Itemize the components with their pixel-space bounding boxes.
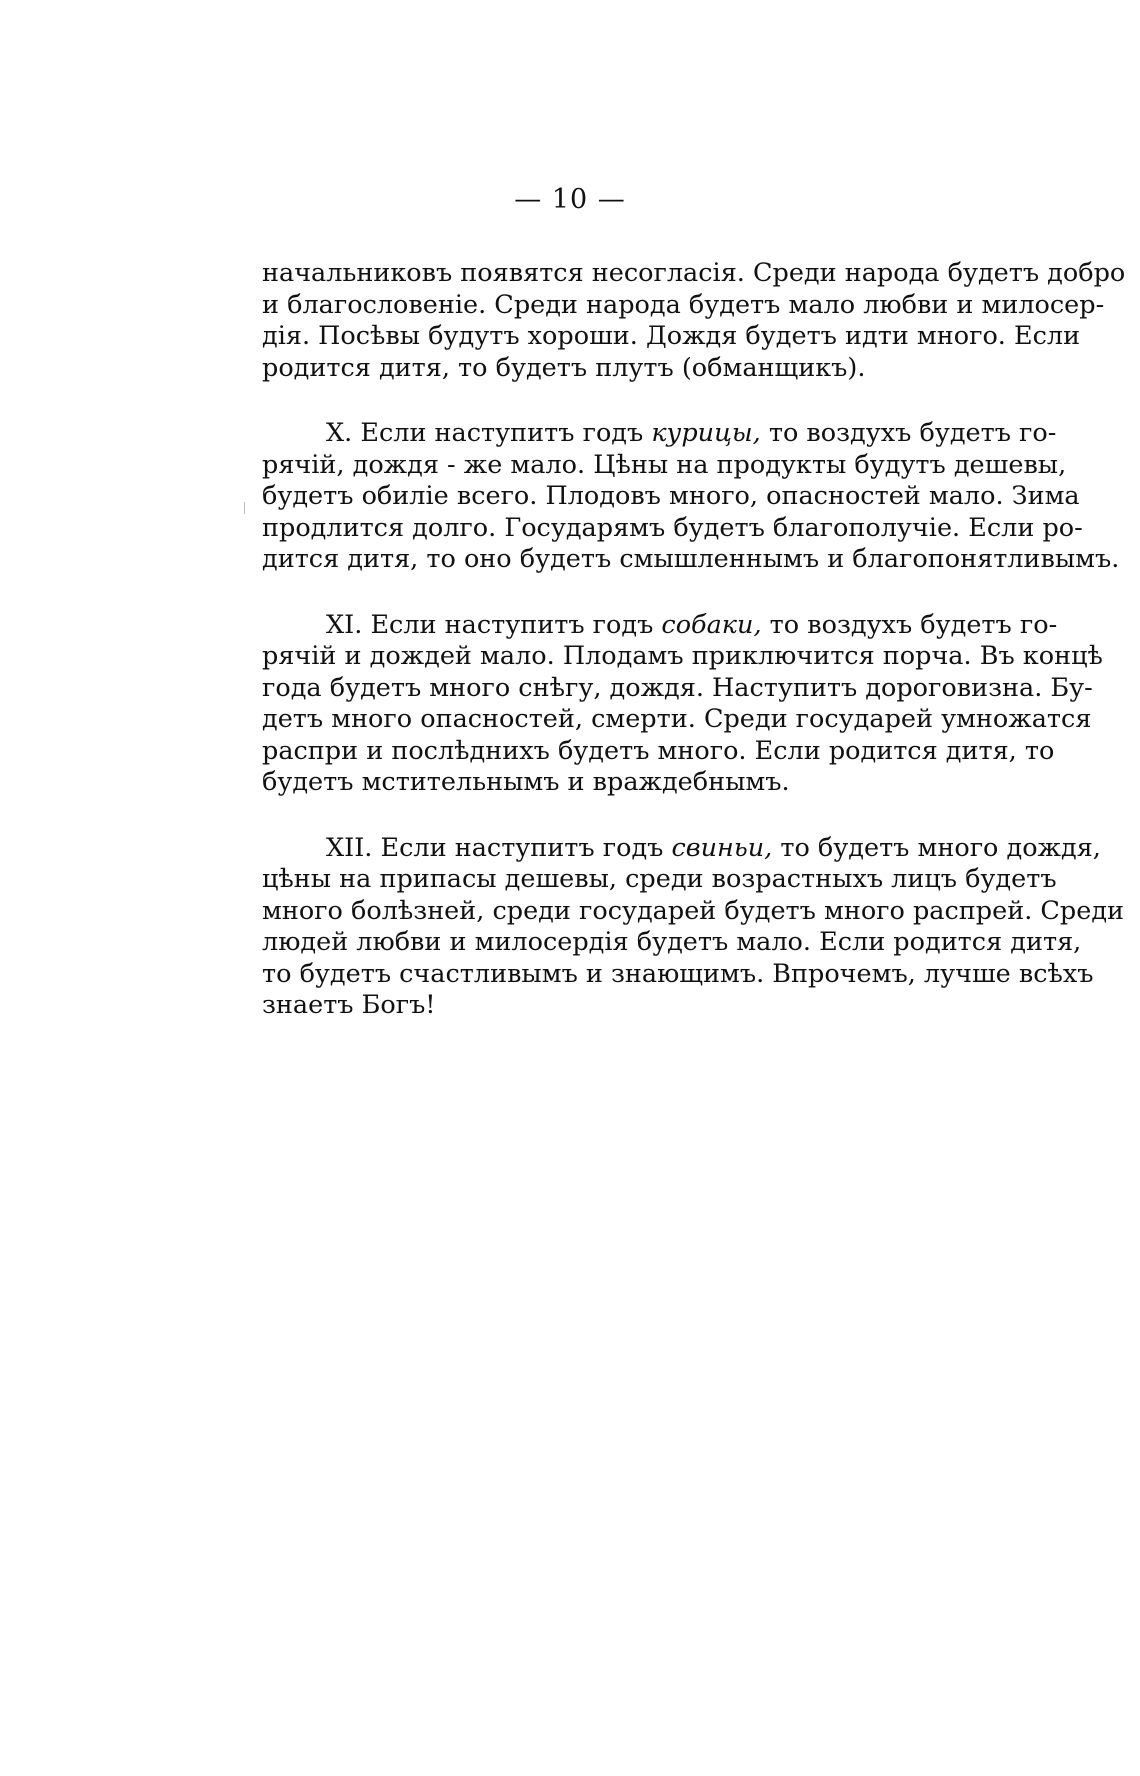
text-line: начальниковъ появятся несогласія. Среди народа будетъ добро bbox=[262, 258, 1126, 288]
text-run: то воздухъ будетъ го- bbox=[760, 418, 1057, 448]
page-number: — 10 — bbox=[514, 184, 626, 215]
paragraph-year-dog bbox=[262, 609, 1103, 799]
paragraph-first-line bbox=[262, 832, 1101, 865]
text-line: много болѣзней, среди государей будетъ много распрей. Среди bbox=[262, 895, 1125, 926]
text-line: то будетъ счастливымъ и знающимъ. Впрочемъ, лучше всѣхъ bbox=[262, 958, 1094, 989]
text-line: детъ много опасностей, смерти. Среди государей умножатся bbox=[262, 704, 1092, 734]
animal-name: собаки, bbox=[661, 609, 762, 640]
text-line: будетъ мстительнымъ и враждебнымъ. bbox=[262, 767, 790, 797]
paragraph-year-pig bbox=[262, 832, 1125, 1022]
text-line: родится дитя, то будетъ плутъ (обманщикъ). bbox=[262, 352, 866, 383]
text-line: дія. Посѣвы будутъ хороши. Дождя будетъ идти много. Если bbox=[262, 321, 1081, 351]
text-run: XII. Если наступитъ годъ bbox=[326, 832, 672, 863]
paragraph-first-line bbox=[262, 418, 1057, 450]
text-line: года будетъ много снѣгу, дождя. Наступитъ дороговизна. Бу- bbox=[262, 672, 1093, 703]
text-line: рячій, дождя - же мало. Цѣны на продукты будутъ дешевы, bbox=[262, 449, 1067, 480]
margin-mark bbox=[244, 502, 245, 514]
page-body bbox=[262, 258, 1126, 1056]
text-line: будетъ обиліе всего. Плодовъ много, опасностей мало. Зима bbox=[262, 481, 1080, 511]
text-line: людей любви и милосердія будетъ мало. Если родится дитя, bbox=[262, 927, 1082, 957]
text-run: то будетъ много дождя, bbox=[772, 832, 1101, 863]
text-line: знаетъ Богъ! bbox=[262, 990, 436, 1020]
animal-name: свиньи, bbox=[671, 832, 773, 863]
paragraph-first-line bbox=[262, 609, 1058, 642]
text-run: X. Если наступитъ годъ bbox=[326, 418, 652, 448]
paragraph-continuation bbox=[262, 258, 1126, 384]
text-line: дится дитя, то оно будетъ смышленнымъ и благопонятливымъ. bbox=[262, 544, 1120, 574]
text-line: цѣны на припасы дешевы, среди возрастныхъ лицъ будетъ bbox=[262, 864, 1057, 894]
text-line: продлится долго. Государямъ будетъ благополучіе. Если ро- bbox=[262, 512, 1083, 543]
paragraph-year-chicken bbox=[262, 418, 1120, 576]
text-line: рячій и дождей мало. Плодамъ приключится порча. Въ концѣ bbox=[262, 641, 1103, 671]
text-run: то воздухъ будетъ го- bbox=[761, 609, 1058, 640]
text-run: XI. Если наступитъ годъ bbox=[326, 609, 662, 640]
animal-name: курицы, bbox=[651, 418, 761, 448]
text-line: распри и послѣднихъ будетъ много. Если родится дитя, то bbox=[262, 735, 1055, 766]
text-line: и благословеніе. Среди народа будетъ мало любви и милосер- bbox=[262, 289, 1105, 320]
